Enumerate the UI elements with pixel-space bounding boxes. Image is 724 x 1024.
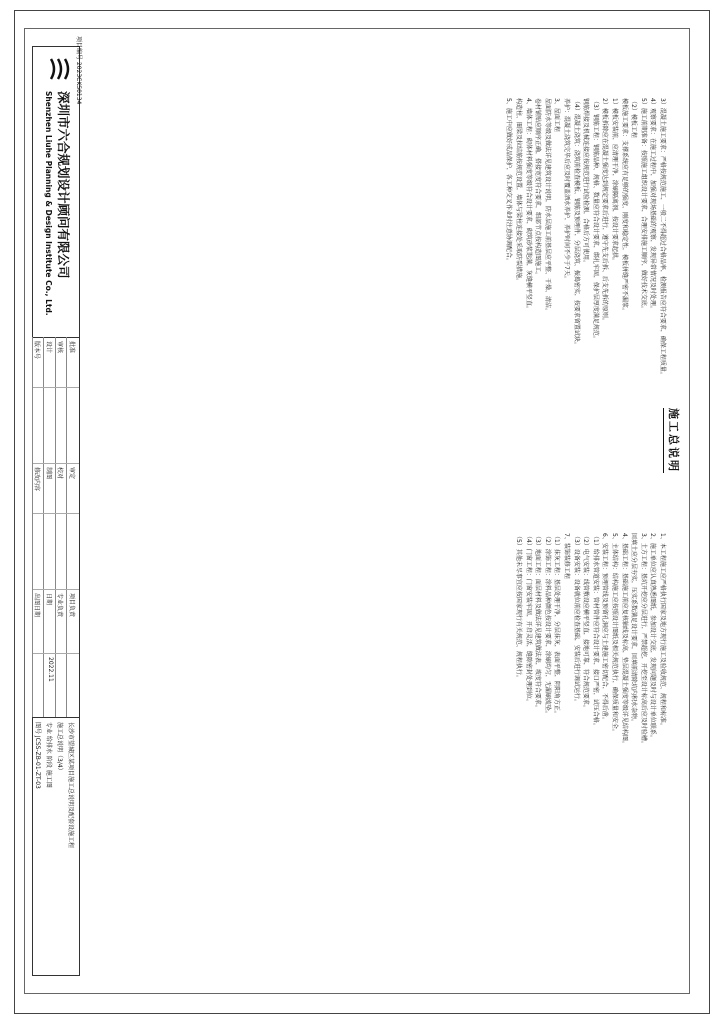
right-note-paragraph: （4）门窗工程：门窗安装牢固，开启灵活，缝隙密封处理到位。	[524, 533, 532, 705]
left-note-paragraph: 屋面防水等级及做法详见建筑设计说明，防水层施工前基层应平整、干燥、清洁。	[543, 98, 551, 315]
table-divider	[33, 653, 79, 654]
notes-title: 施工总说明	[663, 408, 682, 473]
title-block	[32, 46, 80, 976]
left-note-paragraph: 构造柱、圈梁及拉结筋按规范设置，墙体与梁柱连接处采取防裂措施。	[515, 98, 523, 285]
right-note-paragraph: 7、装饰装修工程	[563, 533, 571, 579]
right-note-paragraph: 3、土方工程：基坑开挖应分层进行，严禁超挖，开挖至设计标高后应及时验槽。	[639, 533, 647, 747]
drawing-number: 图号 JCSS-ZB-01-ZT-03	[34, 722, 41, 789]
right-note-paragraph: （3）设备安装：设备就位前应检查基础，安装后进行调试运行。	[572, 533, 580, 705]
company-logo-block	[33, 47, 79, 338]
signature-row	[32, 337, 45, 717]
right-note-paragraph: （2）涂饰工程：涂料品种颜色按设计要求，涂刷均匀，无漏刷流坠。	[543, 533, 551, 717]
signature-cell: 版本号	[33, 341, 41, 360]
right-note-paragraph: （1）抹灰工程：基层处理干净，分层抹灰，表面平整，阴阳角方正。	[553, 533, 561, 717]
table-divider	[33, 387, 79, 388]
left-note-paragraph: 2）模板拆除应在混凝土强度达到规定要求后进行，遵守先支后拆、后支先拆的原则。	[601, 98, 609, 324]
right-note-paragraph: （3）地面工程：面层材料及做法详见建筑做法表，坡度符合要求。	[534, 533, 542, 711]
notes-left-column	[503, 98, 666, 508]
company-name-en: Shenzhen Liuhe Planning & Design Institute Co., Ltd.	[44, 91, 53, 316]
rotated-sheet	[24, 28, 690, 994]
signature-cell: 批准	[68, 341, 75, 354]
signature-cell: 设计	[45, 341, 52, 354]
left-note-paragraph: 1）模板安装前，应清理干净，涂刷隔离剂，按设计要求起拱。	[611, 98, 619, 264]
left-note-paragraph: 5）施工前期准备：按照施工组织设计要求，合理安排施工顺序，做好技术交底。	[639, 98, 647, 312]
left-note-paragraph: 3）混凝土施工要求：严格按规范施工，一般二不得超过合格品率，检测报告应符合要求，确保工程质量。	[659, 98, 666, 378]
signature-cell: 项目负责	[68, 593, 75, 618]
left-note-paragraph: 卷材铺贴应顺序正确，搭接宽度符合要求，细部节点按构造图施工。	[534, 98, 542, 279]
signature-cell: 审核	[56, 341, 64, 354]
left-note-paragraph: 3、屋面工程	[553, 98, 561, 132]
project-info	[33, 717, 79, 976]
signature-table	[33, 337, 79, 717]
company-name-cn: 深圳市六合规划设计顾问有限公司	[56, 91, 71, 279]
left-note-paragraph: 钢筋焊接及机械连接应按规范进行试验检测，合格后方可使用。	[582, 98, 590, 267]
right-note-paragraph: （2）电气安装：线管敷设应横平竖直，接地可靠，符合规范要求。	[582, 533, 590, 711]
right-note-paragraph: 2、施工单位应认真熟悉图纸，参加设计交底，发现问题及时与设计单位联系。	[649, 533, 657, 741]
left-note-paragraph: （3）钢筋工程：钢筋品种、规格、数量应符合设计要求，绑扎牢固，保护层厚度满足规范。	[591, 98, 599, 342]
project-name: 长沙市望城区某项目施工总说明及配套设施工程	[67, 722, 74, 849]
signature-row	[44, 337, 57, 717]
signature-row	[67, 337, 80, 717]
signature-cell: 修改内容	[33, 467, 41, 492]
left-note-paragraph: 4）观察要求：在施工过程中，加强对现场基础的观察，发现异常情况及时处理。	[649, 98, 657, 312]
right-note-paragraph: （5）其他未尽事宜应按国家现行有关规范、规程执行。	[515, 533, 523, 681]
signature-row	[55, 337, 68, 717]
right-note-paragraph: 4、基础工程：基础施工前应复核轴线及标高，垫层混凝土强度等级详见结构图。	[620, 533, 628, 747]
right-note-paragraph: 回填土应分层夯实，压实系数满足设计要求，回填前清除坑内积水杂物。	[630, 533, 638, 726]
project-number: 项目编号 2023CKS0134	[75, 36, 82, 105]
signature-cell: 审定	[68, 467, 75, 480]
right-note-paragraph: （1）给排水管道安装：管材管件应符合设计要求，接口严密，试压合格。	[591, 533, 599, 729]
left-note-paragraph: 5、施工中应做好成品保护，各工种交叉作业时注意协调配合。	[505, 98, 513, 264]
signature-cell: 校对	[56, 467, 64, 480]
left-note-paragraph: 4、墙体工程：砌体材料强度等级符合设计要求，砌筑砂浆饱满，灰缝横平竖直。	[524, 98, 532, 312]
table-divider	[33, 589, 79, 590]
signature-cell: 制图	[45, 467, 52, 480]
left-note-paragraph: 养护：混凝土浇筑完毕后应及时覆盖洒水养护，养护时间不少于7天。	[563, 98, 571, 282]
table-divider	[33, 513, 79, 514]
drawing-title: 施工总说明（3/4）	[56, 722, 63, 774]
left-note-paragraph: 模板施工要求：支撑系统应有足够的强度、刚度和稳定性，模板拼缝严密不漏浆。	[620, 98, 628, 315]
right-note-paragraph: 6、安装工程：预埋管线及预留孔洞应与土建施工密切配合，不得后凿。	[601, 533, 609, 723]
signature-cell: 出图日期	[33, 593, 41, 618]
signature-cell: 日期	[45, 593, 52, 606]
sheet-content	[24, 28, 690, 994]
company-logo-icon	[43, 55, 71, 83]
discipline-stage: 专业 给排水 阶段 施工图	[45, 722, 52, 788]
notes-right-column	[513, 533, 667, 933]
left-note-paragraph: （4）混凝土浇筑：浇筑前检查模板、钢筋及预埋件，分层浇筑、振捣密实，按要求留置试块。	[572, 98, 580, 348]
left-note-paragraph: （2）模板工程	[630, 98, 638, 138]
right-note-paragraph: 5、主体结构：结构施工应按照设计图纸及相关规范执行，确保质量和安全。	[611, 533, 619, 735]
right-note-paragraph: 1、本工程施工应严格执行国家及地方现行施工及验收规范、规程和标准。	[659, 533, 666, 729]
signature-cell: 专业负责	[56, 593, 64, 618]
table-divider	[33, 463, 79, 464]
signature-cell: 2022.11	[47, 657, 54, 682]
